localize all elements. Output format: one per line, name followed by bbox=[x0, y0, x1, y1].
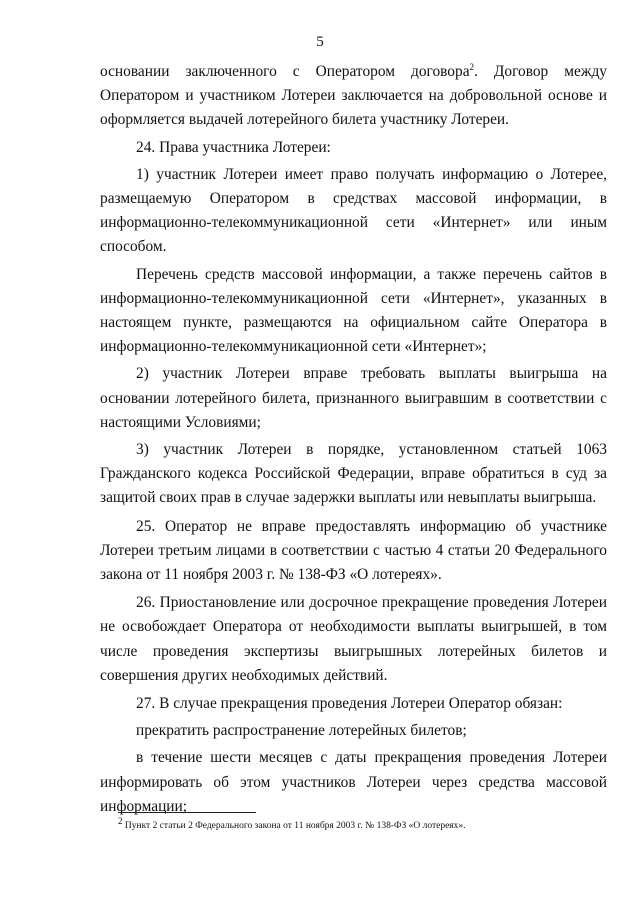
paragraph-26: 26. Приостановление или досрочное прекращение проведения Лотереи не освобождает Оператора от необходимости выплаты выигрышей, в том числе проведения экспертизы выигрышных лотерейных билетов и совершения других необходимых действий. bbox=[100, 594, 607, 684]
paragraph-text: . Договор между Оператором и участником Лотереи заключается на добровольной основе и оформляется выдачей лотерейного билета участнику Лотереи. bbox=[100, 63, 607, 129]
section-heading-24: 24. Права участника Лотереи: bbox=[136, 138, 331, 156]
paragraph-25: 25. Оператор не вправе предоставлять информацию об участнике Лотереи третьим лицами в соответствии с частью 4 статьи 20 Федерального закона от 11 ноября 2003 г. № 138-ФЗ «О лотереях». bbox=[100, 517, 607, 584]
footnote-marker: 2 bbox=[118, 815, 123, 826]
paragraph-24-3: 3) участник Лотереи в порядке, установленном статьей 1063 Гражданского кодекса Российской Федерации, вправе обратиться в суд за защитой своих прав в случае задержки выплаты или невыплаты выигрыша. bbox=[100, 441, 607, 507]
paragraph-continuation bbox=[100, 60, 607, 133]
paragraph-24-2: 2) участник Лотереи вправе требовать выплаты выигрыша на основании лотерейного билета, признанного выигравшим в соответствии с настоящими Условиями; bbox=[100, 365, 607, 431]
footnote bbox=[118, 815, 607, 832]
footnote-divider bbox=[118, 812, 256, 813]
paragraph-27-item-1: прекратить распространение лотерейных билетов; bbox=[136, 722, 467, 740]
footnote-text: Пункт 2 статьи 2 Федерального закона от 11 ноября 2003 г. № 138-ФЗ «О лотереях». bbox=[122, 821, 466, 831]
section-heading-27: 27. В случае прекращения проведения Лотереи Оператор обязан: bbox=[136, 695, 563, 713]
paragraph-27-item-2: в течение шести месяцев с даты прекращения проведения Лотереи информировать об этом участников Лотереи через средства массовой информации; bbox=[100, 749, 607, 815]
footnote-reference[interactable]: 2 bbox=[469, 61, 475, 72]
paragraph-24-1-media-list: Перечень средств массовой информации, а также перечень сайтов в информационно-телекоммуникационной сети «Интернет», указанных в настоящем пункте, размещаются на официальном сайте Оператора в информационно-телекоммуникационной сети «Интернет»; bbox=[100, 265, 607, 356]
paragraph-24-1: 1) участник Лотереи имеет право получать информацию о Лотерее, размещаемую Оператором в средствах массовой информации, в информационно-телекоммуникационной сети «Интернет» или иным способом. bbox=[100, 165, 607, 256]
paragraph-text: основании заключенного с Оператором договора bbox=[100, 63, 470, 80]
page-number: 5 bbox=[316, 34, 324, 50]
document-body bbox=[100, 60, 607, 819]
